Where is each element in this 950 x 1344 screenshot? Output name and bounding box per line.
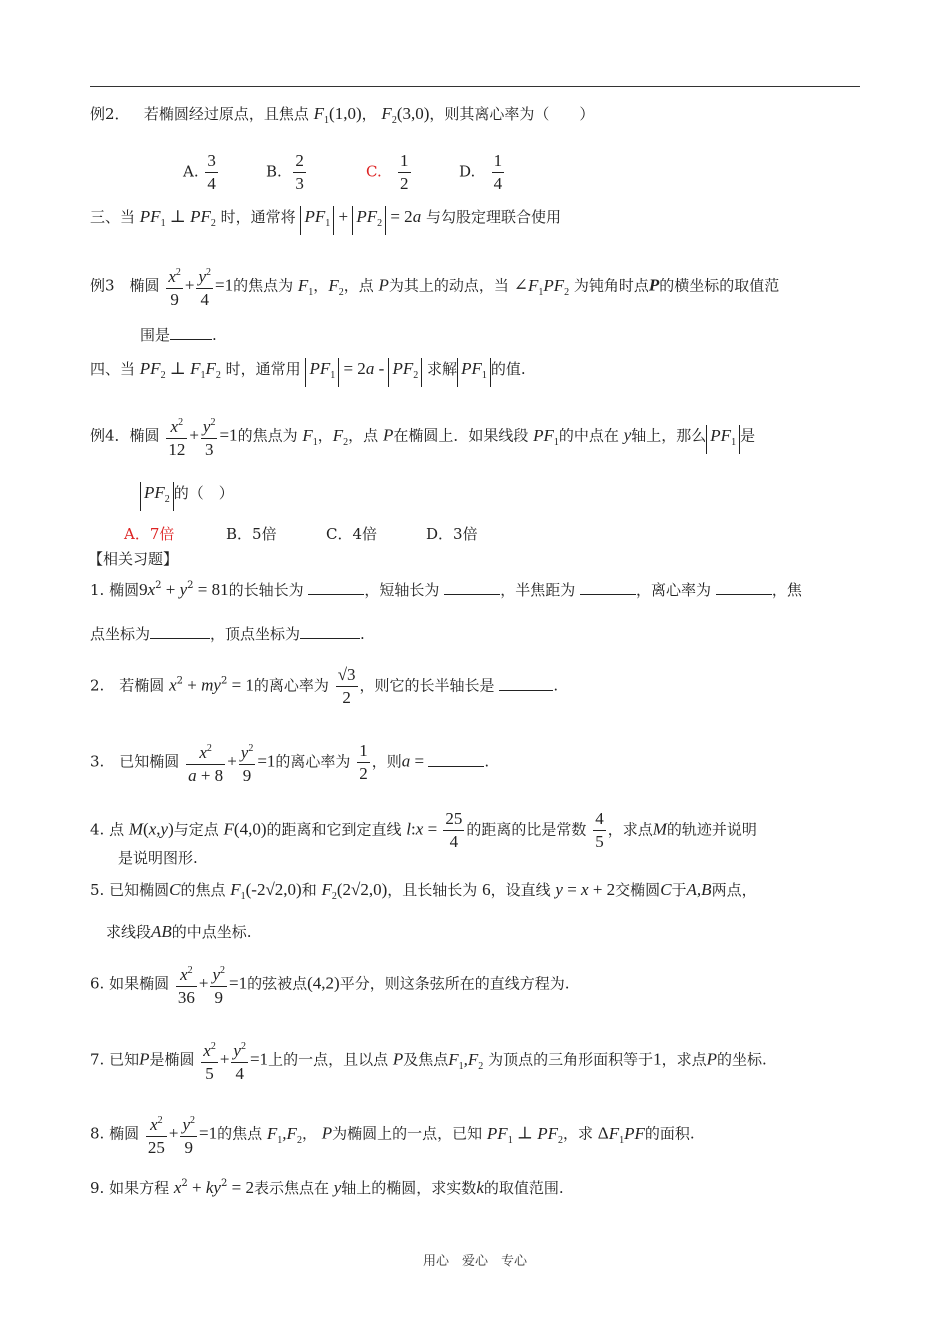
exercise-2: 2. 若椭圆 $x^2 + my^2 = 1$的离心率为 $\frac{√3}{2}$ ，则它的长半轴长是 . [90, 665, 559, 707]
ex2-option-c-answer: C. $\frac{1}{2}$ [366, 151, 409, 193]
ex4-option-c: C．4倍 [326, 525, 378, 543]
exercise-4-line2: 是说明图形. [118, 849, 198, 867]
section-4-heading: 四、当 $PF_2$ ⊥ $F_1F_2$ 时，通常用 $PF_1 = 2a - PF_2$ 求解 $PF_1$ 的值. [90, 358, 526, 387]
exercise-9: 9. 如果方程 $x^2 + ky^2 = 2$表示焦点在 y轴上的椭圆，求实数k的取值范围. [90, 1178, 564, 1197]
ex4-option-b: B．5倍 [226, 525, 277, 543]
ex2-option-b: B. $\frac{2}{3}$ [266, 151, 304, 193]
section-3-heading: 三、当 $PF_1$ ⊥ $PF_2$ 时，通常将 $PF_1 + PF_2 = 2a$ 与勾股定理联合使用 [90, 206, 561, 235]
ex2-option-a: A. $\frac{3}{4}$ [183, 151, 216, 193]
exercise-4: 4. 点 M(x,y)与定点 F(4,0)的距离和它到定直线 l:x = $\frac{25}{4}$ 的距离的比是常数 $\frac{4}{5}$ ，求点M的轨迹并说明 [90, 809, 757, 851]
exercise-1: 1. 椭圆$9x^2 + y^2 = 81$的长轴长为 ，短轴长为 ，半焦距为 ，离心率为 ，焦 [90, 580, 802, 599]
exercise-3: 3. 已知椭圆 $\frac{x^2}{a + 8}$ + $\frac{y^2}{9}$ =1的离心率为 $\frac{1}{2}$ ，则a = . [90, 738, 489, 787]
example-3-question: 例3 椭圆 $\frac{x^2}{9}$ + $\frac{y^2}{4}$ =1的焦点为 $F_1$，$F_2$，点 P为其上的动点，当 $\angle F_1PF_2$ 为钝角时点P的横坐标的取值范 [90, 262, 779, 311]
exercises-title: 【相关习题】 [88, 550, 179, 568]
example-2-question: 例2． 若椭圆经过原点，且焦点 $F_1(1,0)$， $F_2(3,0)$，则其离心率为（ ） [90, 104, 595, 126]
exercise-8: 8. 椭圆 $\frac{x^2}{25}$ + $\frac{y^2}{9}$ =1的焦点 $F_1,F_2$， P为椭圆上的一点，已知 $PF_1$ ⊥ $PF_2$，求 $\Delta F_1PF$的面积. [90, 1110, 695, 1159]
page-footer: 用心 爱心 专心 [422, 1254, 527, 1269]
ex4-option-d: D．3倍 [426, 525, 478, 543]
ex2-option-d: D. $\frac{1}{4}$ [459, 151, 503, 193]
example-4-question: 例4．椭圆 $\frac{x^2}{12}$ + $\frac{y^2}{3}$ =1的焦点为 $F_1$，$F_2$，点 P在椭圆上．如果线段 $PF_1$的中点在 y轴上，那么 $PF_1$ 是 [90, 412, 755, 461]
exercise-1-line2: 点坐标为 ，顶点坐标为 . [90, 625, 365, 643]
exercise-5: 5. 已知椭圆C的焦点 $F_1(-2√2,0)$和 $F_2(2√2,0)$，且长轴长为 6，设直线 y = x + 2交椭圆C于A,B两点， [90, 880, 757, 902]
ex4-option-a-answer: A．7倍 [124, 525, 175, 543]
header-rule [90, 86, 860, 87]
exercise-7: 7. 已知P是椭圆 $\frac{x^2}{5}$ + $\frac{y^2}{4}$ =1上的一点，且以点 P及焦点$F_1,F_2$ 为顶点的三角形面积等于1，求点P的坐标. [90, 1036, 767, 1085]
example-4-line2: $PF_2$ 的（ ） [140, 482, 234, 511]
exercise-5-line2: 求线段AB的中点坐标. [106, 922, 252, 941]
exercise-6: 6. 如果椭圆 $\frac{x^2}{36}$ + $\frac{y^2}{9}$ =1的弦被点(4,2)平分，则这条弦所在的直线方程为. [90, 960, 569, 1009]
example-3-line2: 围是 . [140, 326, 217, 344]
